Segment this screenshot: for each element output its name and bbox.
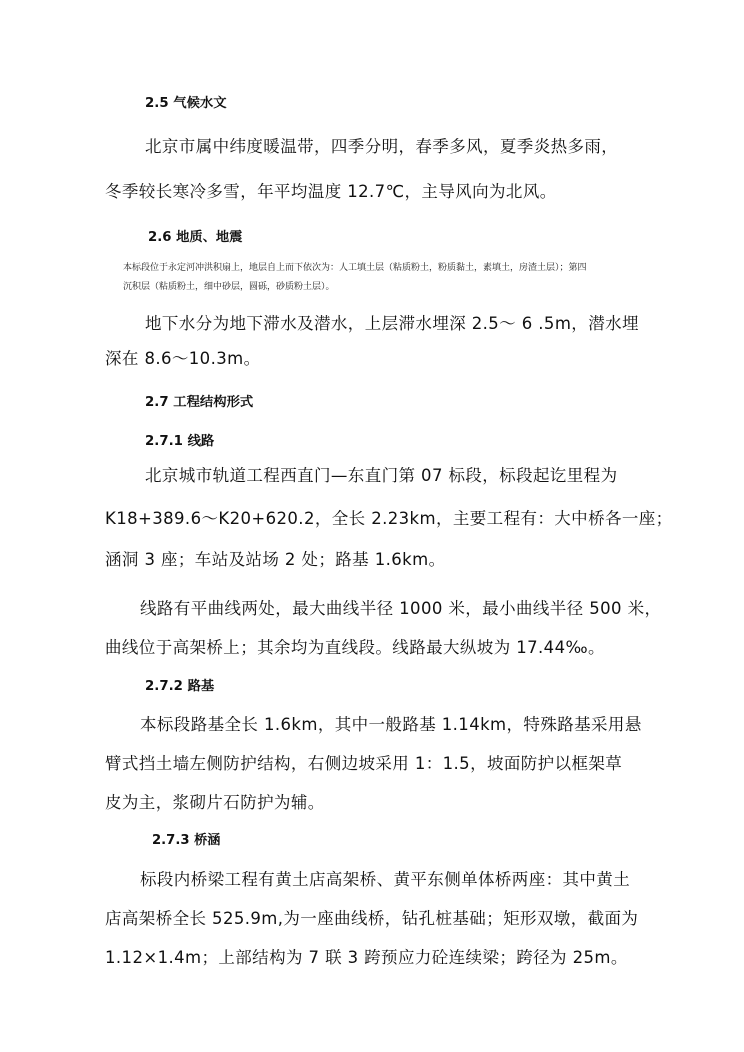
section-heading-2-5: 2.5 气候水文 — [145, 96, 227, 111]
paragraph-line: 店高架桥全长 525.9m,为一座曲线桥，钻孔桩基础；矩形双墩，截面为 — [105, 909, 639, 928]
paragraph-line: 本标段路基全长 1.6km，其中一般路基 1.14km，特殊路基采用悬 — [140, 715, 642, 734]
paragraph-line: 地下水分为地下滞水及潜水，上层滞水埋深 2.5～ 6 .5m，潜水埋 — [145, 314, 639, 333]
geology-note-line: 沉积层（粘质粉土，细中砂层，圆砾，砂质粉土层）。 — [123, 282, 335, 292]
section-heading-2-7-3: 2.7.3 桥涵 — [152, 833, 221, 848]
paragraph-line: 线路有平曲线两处，最大曲线半径 1000 米，最小曲线半径 500 米， — [140, 599, 662, 618]
paragraph-line: 北京城市轨道工程西直门—东直门第 07 标段，标段起讫里程为 — [145, 466, 618, 485]
section-heading-2-6: 2.6 地质、地震 — [148, 230, 243, 245]
paragraph-line: 曲线位于高架桥上；其余均为直线段。线路最大纵坡为 17.44‰。 — [105, 638, 605, 657]
paragraph-line: K18+389.6～K20+620.2，全长 2.23km，主要工程有：大中桥各一座； — [105, 509, 673, 528]
paragraph-line: 1.12×1.4m；上部结构为 7 联 3 跨预应力砼连续梁；跨径为 25m。 — [105, 948, 628, 967]
section-heading-2-7: 2.7 工程结构形式 — [145, 395, 254, 410]
paragraph-line: 深在 8.6～10.3m。 — [105, 349, 261, 368]
paragraph-line: 涵洞 3 座；车站及站场 2 处；路基 1.6km。 — [105, 550, 446, 569]
paragraph-line: 臂式挡土墙左侧防护结构，右侧边坡采用 1：1.5，坡面防护以框架草 — [105, 754, 623, 773]
paragraph-line: 冬季较长寒冷多雪，年平均温度 12.7℃，主导风向为北风。 — [105, 182, 557, 201]
paragraph-line: 标段内桥梁工程有黄土店高架桥、黄平东侧单体桥两座：其中黄土 — [140, 870, 631, 889]
section-heading-2-7-1: 2.7.1 线路 — [145, 434, 215, 449]
geology-note-line: 本标段位于永定河冲洪积扇上，地层自上而下依次为：人工填土层（粘质粉土，粉质黏土，素填土，房渣土层）；第四 — [123, 263, 587, 273]
paragraph-line: 皮为主，浆砌片石防护为辅。 — [105, 793, 325, 812]
paragraph-line: 北京市属中纬度暖温带，四季分明，春季多风，夏季炎热多雨， — [145, 137, 619, 156]
section-heading-2-7-2: 2.7.2 路基 — [145, 679, 215, 694]
